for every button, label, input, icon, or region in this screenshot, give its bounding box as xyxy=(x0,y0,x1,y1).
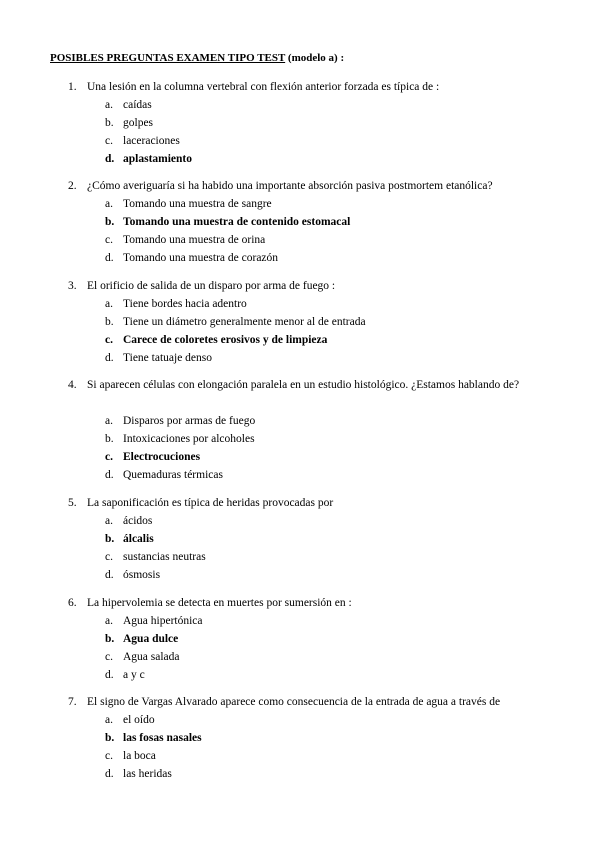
question-number: 1. xyxy=(68,81,77,93)
option-c xyxy=(0,231,600,249)
option-letter: a. xyxy=(105,714,113,726)
option-letter: c. xyxy=(105,135,113,147)
question-text: Si aparecen células con elongación paralela en un estudio histológico. ¿Estamos hablando de? xyxy=(87,379,520,391)
option-text: las heridas xyxy=(123,768,172,780)
option-text: Tomando una muestra de orina xyxy=(123,234,266,246)
option-letter: b. xyxy=(105,433,114,445)
option-c xyxy=(0,648,600,666)
option-letter: a. xyxy=(105,615,113,627)
question-4 xyxy=(0,376,600,484)
question-text: ¿Cómo averiguaría si ha habido una importante absorción pasiva postmortem etanólica? xyxy=(87,180,493,192)
question-text: La hipervolemia se detecta en muertes por sumersión en : xyxy=(87,597,352,609)
option-d xyxy=(0,466,600,484)
option-letter: d. xyxy=(105,669,114,681)
option-text: Disparos por armas de fuego xyxy=(123,415,256,427)
option-b xyxy=(0,213,600,231)
option-b xyxy=(0,630,600,648)
option-text: aplastamiento xyxy=(123,153,192,165)
option-letter: a. xyxy=(105,515,113,527)
option-c xyxy=(0,747,600,765)
question-2 xyxy=(0,177,600,267)
option-c xyxy=(0,448,600,466)
question-text: El orificio de salida de un disparo por arma de fuego : xyxy=(87,280,336,292)
option-text: Electrocuciones xyxy=(123,451,201,463)
option-letter: a. xyxy=(105,198,113,210)
option-a xyxy=(0,711,600,729)
option-a xyxy=(0,295,600,313)
option-text: Carece de coloretes erosivos y de limpieza xyxy=(123,334,328,346)
option-text: las fosas nasales xyxy=(123,732,202,744)
option-a xyxy=(0,96,600,114)
option-d xyxy=(0,349,600,367)
option-text: Tiene tatuaje denso xyxy=(123,352,213,364)
question-number: 2. xyxy=(68,180,77,192)
option-letter: b. xyxy=(105,216,115,228)
question-number: 7. xyxy=(68,696,77,708)
option-text: álcalis xyxy=(123,533,154,545)
option-text: Agua dulce xyxy=(123,633,179,645)
option-c xyxy=(0,548,600,566)
option-b xyxy=(0,729,600,747)
option-text: a y c xyxy=(123,669,145,681)
option-text: ácidos xyxy=(123,515,153,527)
option-letter: d. xyxy=(105,153,115,165)
option-text: laceraciones xyxy=(123,135,180,147)
question-number: 6. xyxy=(68,597,77,609)
option-letter: c. xyxy=(105,551,113,563)
option-letter: b. xyxy=(105,633,115,645)
option-letter: d. xyxy=(105,768,114,780)
option-text: Agua salada xyxy=(123,651,180,663)
option-d xyxy=(0,666,600,684)
title-suffix: (modelo a) : xyxy=(285,52,345,64)
option-letter: a. xyxy=(105,99,113,111)
option-text: Tomando una muestra de sangre xyxy=(123,198,272,210)
option-text: caídas xyxy=(123,99,152,111)
option-text: Agua hipertónica xyxy=(123,615,203,627)
option-letter: a. xyxy=(105,415,113,427)
option-text: Quemaduras térmicas xyxy=(123,469,223,481)
question-6 xyxy=(0,594,600,684)
option-a xyxy=(0,195,600,213)
option-c xyxy=(0,132,600,150)
option-d xyxy=(0,765,600,783)
option-text: el oído xyxy=(123,714,155,726)
option-letter: b. xyxy=(105,732,115,744)
option-text: ósmosis xyxy=(123,569,161,581)
option-text: Tomando una muestra de contenido estomacal xyxy=(123,216,351,228)
page-title xyxy=(50,52,344,64)
option-letter: d. xyxy=(105,569,114,581)
option-text: sustancias neutras xyxy=(123,551,206,563)
question-text: La saponificación es típica de heridas provocadas por xyxy=(87,497,334,509)
option-letter: b. xyxy=(105,533,115,545)
question-1 xyxy=(0,78,600,168)
option-d xyxy=(0,566,600,584)
option-b xyxy=(0,313,600,331)
option-letter: a. xyxy=(105,298,113,310)
option-text: Tomando una muestra de corazón xyxy=(123,252,279,264)
option-letter: d. xyxy=(105,352,114,364)
option-letter: c. xyxy=(105,451,113,463)
question-5 xyxy=(0,494,600,584)
option-text: golpes xyxy=(123,117,154,129)
option-letter: c. xyxy=(105,651,113,663)
question-number: 5. xyxy=(68,497,77,509)
option-letter: b. xyxy=(105,316,114,328)
option-letter: b. xyxy=(105,117,114,129)
question-text: Una lesión en la columna vertebral con flexión anterior forzada es típica de : xyxy=(87,81,440,93)
question-number: 3. xyxy=(68,280,77,292)
option-a xyxy=(0,512,600,530)
option-b xyxy=(0,530,600,548)
option-b xyxy=(0,114,600,132)
option-letter: d. xyxy=(105,252,114,264)
option-a xyxy=(0,412,600,430)
option-text: Intoxicaciones por alcoholes xyxy=(123,433,255,445)
option-d xyxy=(0,150,600,168)
question-3 xyxy=(0,277,600,367)
option-text: la boca xyxy=(123,750,156,762)
option-d xyxy=(0,249,600,267)
option-a xyxy=(0,612,600,630)
option-text: Tiene bordes hacia adentro xyxy=(123,298,247,310)
title-main: POSIBLES PREGUNTAS EXAMEN TIPO TEST xyxy=(50,52,286,64)
option-c xyxy=(0,331,600,349)
option-letter: c. xyxy=(105,334,113,346)
question-number: 4. xyxy=(68,379,77,391)
option-b xyxy=(0,430,600,448)
option-letter: d. xyxy=(105,469,114,481)
question-text: El signo de Vargas Alvarado aparece como consecuencia de la entrada de agua a través de xyxy=(87,696,501,708)
option-letter: c. xyxy=(105,234,113,246)
option-letter: c. xyxy=(105,750,113,762)
option-text: Tiene un diámetro generalmente menor al de entrada xyxy=(123,316,366,328)
question-7 xyxy=(0,693,600,783)
